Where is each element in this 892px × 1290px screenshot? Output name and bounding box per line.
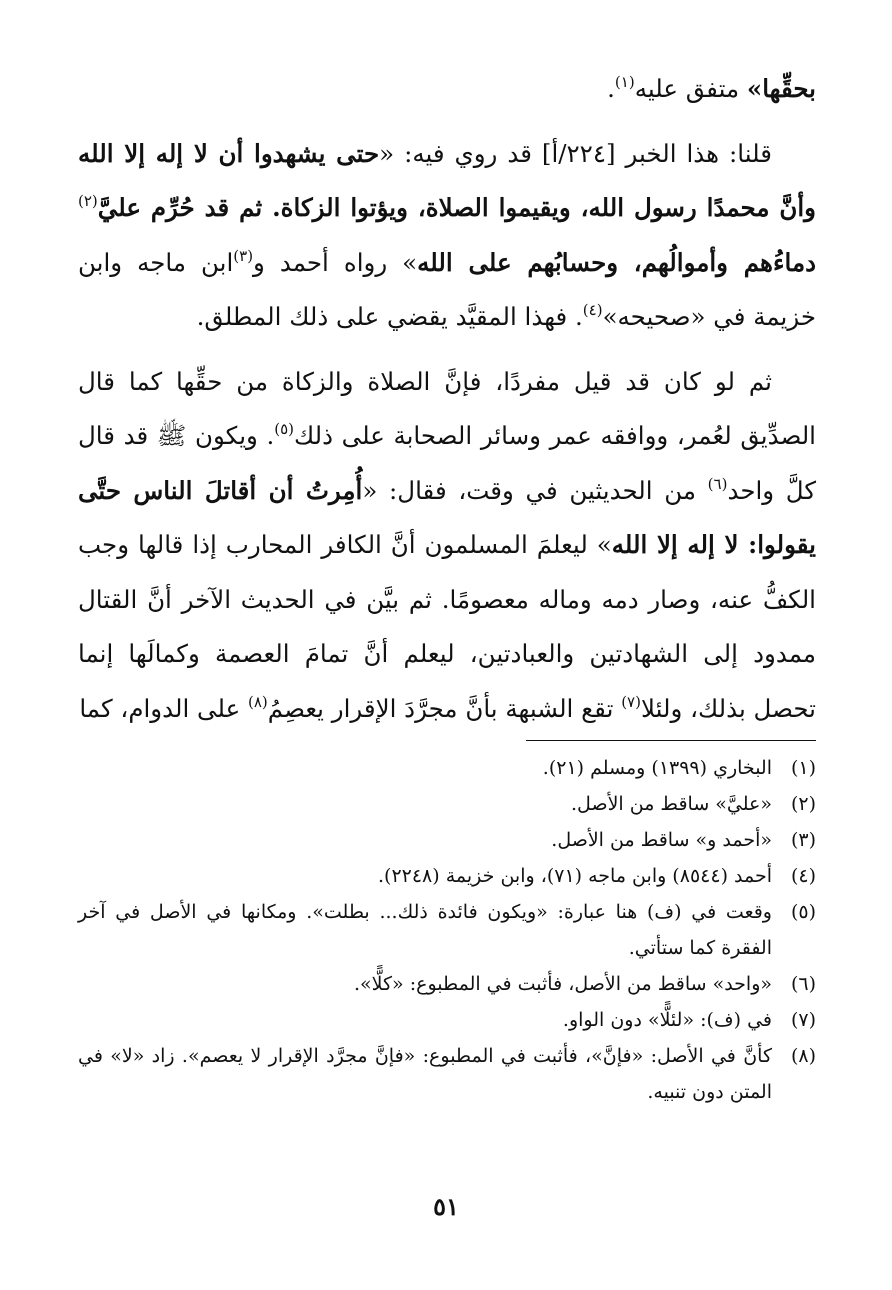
- footnote-text: البخاري (١٣٩٩) ومسلم (٢١).: [542, 757, 772, 779]
- footnote-item: [78, 786, 816, 822]
- hadith-quote: أُمِرتُ أن أقاتلَ الناس حتَّى يقولوا: لا إله إلا الله: [78, 475, 817, 559]
- bold-text: بحقِّها»: [746, 74, 816, 103]
- footnote-ref[interactable]: (١): [614, 73, 635, 91]
- footnote-item: [78, 1038, 816, 1110]
- paragraph-3: [78, 355, 816, 737]
- footnote-text: كأنَّ في الأصل: «فإنَّ»، فأثبت في المطبوع: «فإنَّ مجرَّد الإقرار لا يعصم». زاد «لا» في المتن دون تنبيه.: [78, 1045, 772, 1103]
- footnote-item: [78, 894, 816, 966]
- text-span: » ليعلمَ المسلمون أنَّ الكافر المحارب إذا قالها وجب الكفُّ عنه، وصار دمه وماله معصومًا. ثم بيَّن في الحديث الآخر أنَّ القتال ممدود إلى الشهادتين والعبادتين، ليعلم أنَّ تمامَ العصمة وكمالَها إنما تحصل بذلك، ولئلا: [78, 530, 816, 723]
- footnote-ref[interactable]: (٥): [274, 420, 295, 438]
- footnote-text: وقعت في (ف) هنا عبارة: «ويكون فائدة ذلك... بطلت». ومكانها في الأصل في آخر الفقرة كما ستأتي.: [78, 901, 772, 959]
- text-span: .: [607, 74, 615, 103]
- paragraph-2: [78, 127, 816, 345]
- text-span: من الحديثين في وقت، فقال: «: [362, 475, 708, 505]
- footnote-ref[interactable]: (٦): [707, 474, 728, 493]
- text-span: . ويكون ﷺ قد قال كلَّ واحد: [78, 421, 816, 505]
- text-span: تقع الشبهة بأنَّ مجرَّدَ الإقرار يعصِمُ: [267, 693, 622, 723]
- page-number: ٥١: [433, 1192, 459, 1221]
- footnote-text: «عليَّ» ساقط من الأصل.: [571, 793, 772, 815]
- footnote-number: (٦): [790, 973, 816, 995]
- main-text: [78, 62, 816, 746]
- footnote-separator: [526, 740, 816, 741]
- paragraph-1: [78, 62, 816, 117]
- footnote-number: (٥): [790, 901, 816, 923]
- footnote-item: [78, 822, 816, 858]
- text-span: ابن ماجه وابن خزيمة في «صحيحه»: [78, 247, 816, 331]
- footnote-item: [78, 858, 816, 894]
- footnote-item: [78, 1002, 816, 1038]
- text-span: قلنا: هذا الخبر [٢٢٤/أ] قد روي فيه: «: [379, 138, 772, 168]
- footnote-text: «واحد» ساقط من الأصل، فأثبت في المطبوع: «كلًّا».: [354, 973, 772, 995]
- footnote-ref[interactable]: (٨): [247, 692, 268, 711]
- footnote-ref[interactable]: (٧): [621, 692, 641, 711]
- footnote-text: «أحمد و» ساقط من الأصل.: [551, 829, 772, 851]
- footnote-text: في (ف): «لئلًّا» دون الواو.: [562, 1009, 772, 1031]
- footnote-number: (٢): [790, 793, 816, 815]
- footnote-ref[interactable]: (٤): [582, 301, 603, 319]
- footnote-item: [78, 750, 816, 786]
- footnotes: [78, 750, 816, 1110]
- footnote-number: (٧): [790, 1009, 816, 1031]
- hadith-quote: حتى يشهدوا أن لا إله إلا الله وأنَّ محمدًا رسول الله، ويقيموا الصلاة، ويؤتوا الزكاة. ثم قد حُرِّم عليَّ: [78, 138, 816, 222]
- text-span: » رواه أحمد و: [253, 247, 418, 277]
- text-span: على الدوام، كما: [79, 693, 248, 723]
- footnote-number: (٣): [790, 829, 816, 851]
- footnote-number: (٨): [790, 1045, 816, 1067]
- footnote-item: [78, 966, 816, 1002]
- hadith-quote: دماءُهم وأموالُهم، وحسابُهم على الله: [417, 247, 816, 277]
- text-span: . فهذا المقيَّد يقضي على ذلك المطلق.: [196, 302, 583, 331]
- text-span: ثم لو كان قد قيل مفردًا، فإنَّ الصلاة والزكاة من حقِّها كما قال الصدِّيق لعُمر، ووافقه عمر وسائر الصحابة على ذلك: [78, 366, 816, 450]
- text-span: متفق عليه: [634, 74, 747, 103]
- footnote-text: أحمد (٨٥٤٤) وابن ماجه (٧١)، وابن خزيمة (٢٢٤٨).: [377, 865, 772, 887]
- footnote-ref[interactable]: (٢): [78, 192, 98, 210]
- footnote-number: (١): [790, 757, 816, 779]
- footnote-number: (٤): [790, 865, 816, 887]
- footnote-ref[interactable]: (٣): [233, 246, 254, 265]
